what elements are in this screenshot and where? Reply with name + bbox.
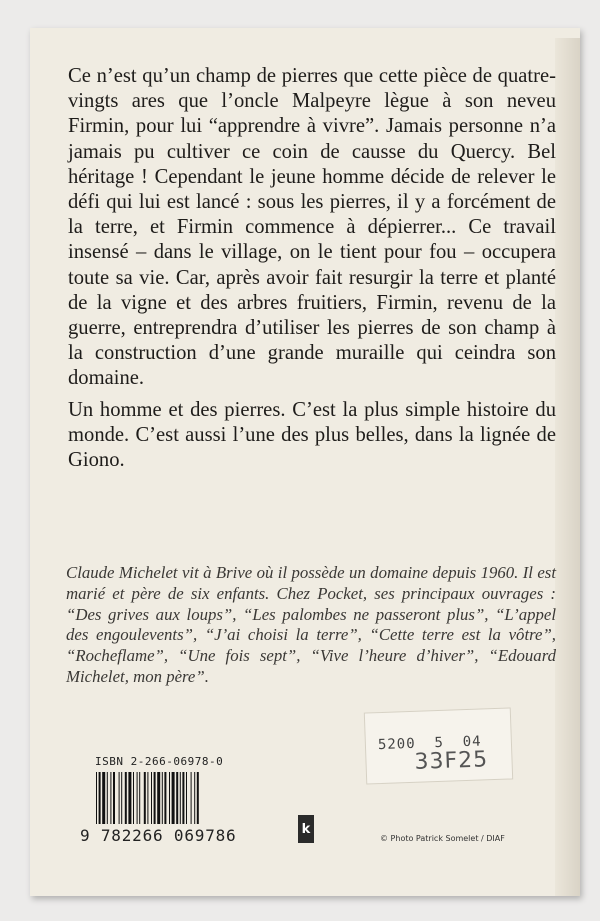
sticker-line-1: 5200 5 04 (377, 733, 482, 754)
isbn-label: ISBN 2-266-06978-0 (95, 755, 224, 768)
blurb-paragraph-1: Ce n’est qu’un champ de pierres que cette pièce de quatre-vingts ares que l’oncle Malpeyre lègue à son neveu Firmin, pour lui “apprendre à vivre”. Jamais personne n’a jamais pu cultiver ce coin de causse du Quercy. Bel héritage ! Cependant le jeune homme décide de relever le défi qui lui est lancé : sous les pierres, il y a forcément de la terre, et Firmin commence à dépierrer... Ce travail insensé – dans le village, on le tient pour fou – occupera toute sa vie. Car, après avoir fait resurgir la terre et planté de la vigne et des arbres fruitiers, Firmin, revenu de la guerre, entreprendra d’utiliser les pierres de son champ à la construction d’une grande muraille qui ceindra son domaine. (68, 65, 556, 390)
photo-credit: © Photo Patrick Somelet / DIAF (380, 834, 505, 843)
barcode-number: 9 782266 069786 (80, 826, 237, 845)
publisher-logo: k (298, 815, 314, 843)
blurb-paragraph-2: Un homme et des pierres. C’est la plus simple histoire du monde. C’est aussi l’une des plus belles, dans la lignée de Giono. (68, 398, 556, 472)
author-bio: Claude Michelet vit à Brive où il possède un domaine depuis 1960. Il est marié et père de six enfants. Chez Pocket, ses principaux ouvrages : “Des grives aux loups”, “Les palombes ne passeront plus”, “L’appel des engoulevents”, “J’ai choisi la terre”, “Cette terre est la vôtre”, “Rocheflame”, “Une fois sept”, “Vive l’heure d’hiver”, “Edouard Michelet, mon père”. (66, 563, 556, 686)
barcode (96, 772, 248, 824)
price-sticker (364, 707, 513, 784)
sticker-code: 33F25 (414, 747, 489, 775)
blurb-text (68, 64, 556, 479)
book-side-edge (555, 38, 580, 896)
